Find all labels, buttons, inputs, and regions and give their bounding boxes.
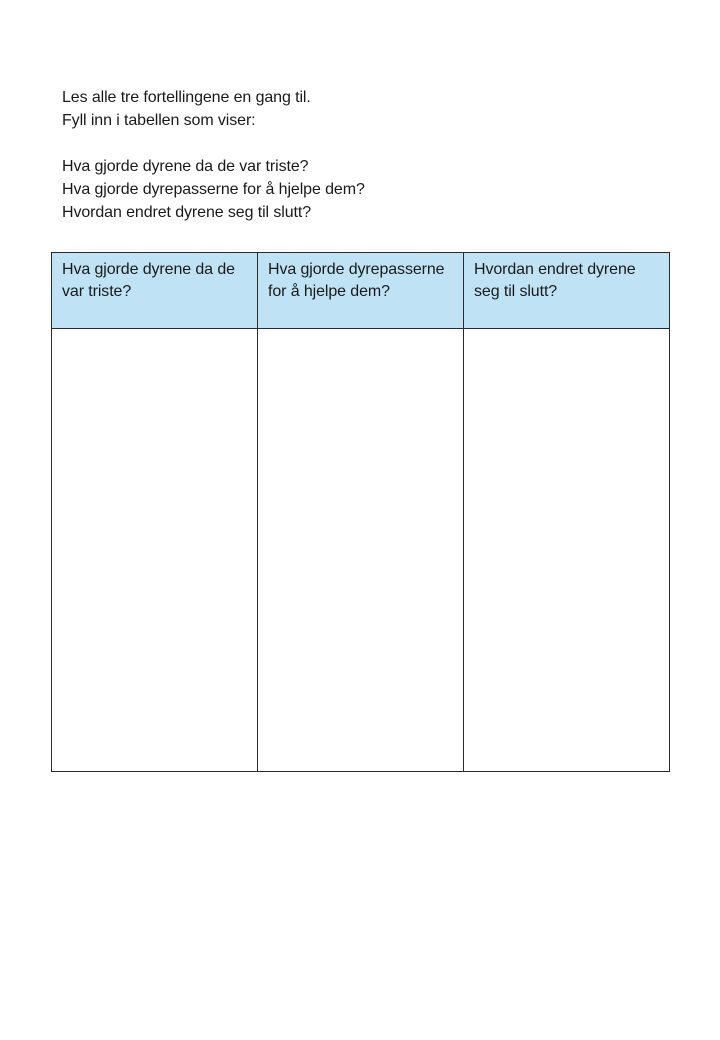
answer-table [51,252,670,772]
column-header-animals-changed: Hvordan endret dyrene seg til slutt? [464,253,670,329]
question-line-1: Hva gjorde dyrene da de var triste? [62,158,309,175]
column-header-keepers-help: Hva gjorde dyrepasserne for å hjelpe dem? [258,253,464,329]
instructions [62,86,662,224]
answer-cell-keepers-help[interactable] [258,329,464,772]
table-answer-row [52,329,670,772]
instruction-line-fill: Fyll inn i tabellen som viser: [62,112,256,129]
instruction-line-read: Les alle tre fortellingene en gang til. [62,89,311,106]
answer-cell-animals-changed[interactable] [464,329,670,772]
question-line-2: Hva gjorde dyrepasserne for å hjelpe dem? [62,181,365,198]
answer-cell-animals-sad[interactable] [52,329,258,772]
table-header-row [52,253,670,329]
question-line-3: Hvordan endret dyrene seg til slutt? [62,204,311,221]
instruction-spacer [62,132,662,155]
column-header-animals-sad: Hva gjorde dyrene da de var triste? [52,253,258,329]
